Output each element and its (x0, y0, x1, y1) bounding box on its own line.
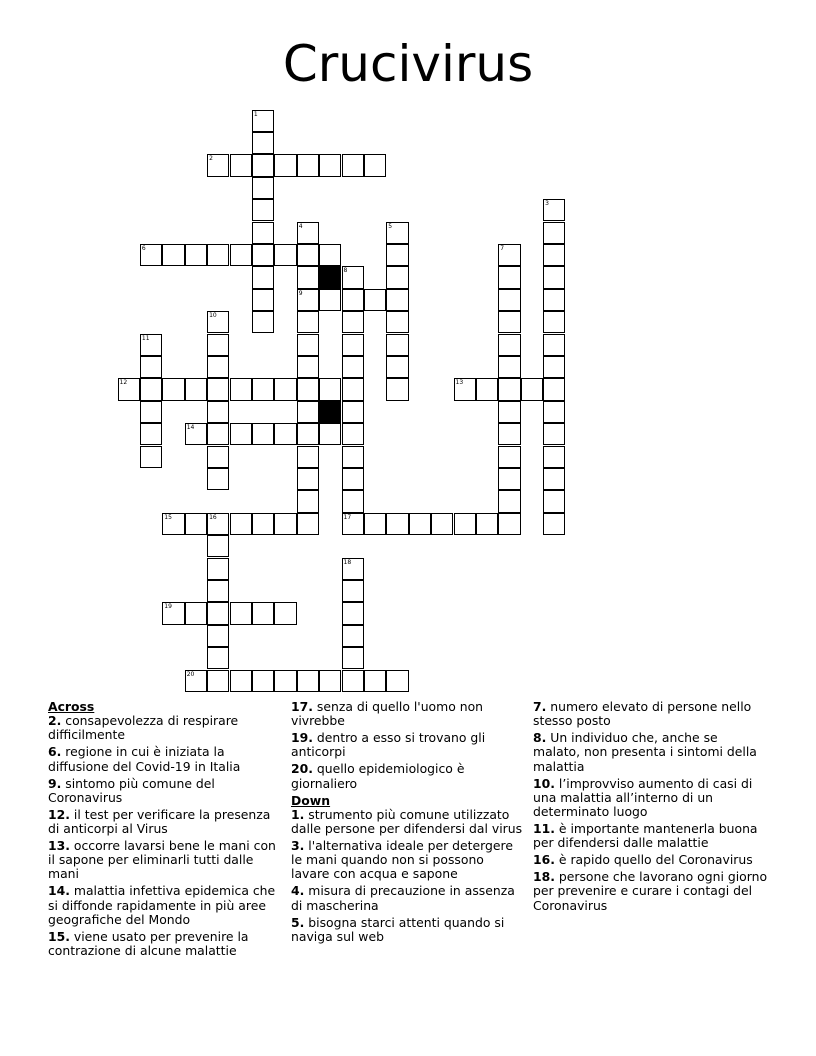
grid-cell[interactable] (274, 378, 296, 400)
grid-cell[interactable] (543, 356, 565, 378)
grid-cell[interactable] (207, 580, 229, 602)
grid-cell[interactable] (274, 154, 296, 176)
clue-number-label: 9. (48, 775, 62, 791)
clue-text: consapevolezza di respirare difficilmente (48, 713, 239, 743)
grid-cell[interactable] (230, 602, 252, 624)
across-clue-list-continued (291, 700, 525, 791)
grid-cell[interactable] (252, 513, 274, 535)
grid-cell[interactable] (342, 558, 364, 580)
clue-text: sintomo più comune del Coronavirus (48, 775, 215, 805)
grid-cell[interactable] (476, 513, 498, 535)
grid-cell[interactable] (207, 154, 229, 176)
clue-number-label: 6. (48, 744, 62, 760)
grid-cell[interactable] (342, 490, 364, 512)
clue-number: 10 (209, 312, 217, 320)
grid-cell[interactable] (207, 670, 229, 692)
grid-cell[interactable] (252, 110, 274, 132)
grid-cell[interactable] (207, 535, 229, 557)
grid-cell[interactable] (386, 266, 408, 288)
grid-cell[interactable] (207, 513, 229, 535)
grid-cell[interactable] (297, 446, 319, 468)
clue-item (291, 916, 525, 944)
grid-cell[interactable] (409, 513, 431, 535)
grid-cell[interactable] (297, 244, 319, 266)
clue-number: 2 (209, 155, 213, 163)
grid-cell[interactable] (185, 670, 207, 692)
grid-cell[interactable] (319, 289, 341, 311)
grid-cell[interactable] (498, 311, 520, 333)
grid-cell[interactable] (230, 244, 252, 266)
grid-cell[interactable] (342, 423, 364, 445)
clue-number: 18 (343, 558, 352, 566)
clue-column-2 (291, 700, 525, 947)
grid-cell[interactable] (297, 289, 319, 311)
clue-item (48, 884, 280, 927)
grid-cell[interactable] (162, 244, 184, 266)
grid-cell[interactable] (498, 289, 520, 311)
grid-cell[interactable] (319, 378, 341, 400)
grid-cell[interactable] (543, 446, 565, 468)
grid-cell[interactable] (498, 490, 520, 512)
grid-cell[interactable] (207, 378, 229, 400)
clue-item (533, 777, 768, 820)
clue-number-label: 7. (533, 699, 547, 714)
grid-cell[interactable] (297, 670, 319, 692)
clue-text: bisogna starci attenti quando si naviga sul web (291, 914, 505, 944)
clue-column-3 (533, 700, 768, 916)
grid-cell[interactable] (297, 334, 319, 356)
grid-cell[interactable] (274, 423, 296, 445)
clue-number-label: 20. (291, 761, 313, 777)
clue-number-label: 12. (48, 806, 70, 822)
clue-item (533, 700, 768, 728)
clue-item (48, 839, 280, 882)
clue-number-label: 3. (291, 838, 305, 854)
clue-item (533, 870, 768, 913)
clue-text: Un individuo che, anche se malato, non presenta i sintomi della malattia (533, 730, 757, 774)
clue-item (291, 700, 525, 728)
grid-cell[interactable] (230, 670, 252, 692)
grid-cell[interactable] (207, 446, 229, 468)
clue-number-label: 11. (533, 821, 555, 837)
grid-cell[interactable] (543, 468, 565, 490)
grid-cell[interactable] (140, 401, 162, 423)
clue-text: persone che lavorano ogni giorno per prevenire e curare i contagi del Coronavirus (533, 869, 768, 913)
grid-cell[interactable] (185, 423, 207, 445)
grid-cell[interactable] (252, 199, 274, 221)
clue-number: 12 (119, 379, 128, 387)
grid-cell[interactable] (498, 513, 520, 535)
grid-cell[interactable] (386, 356, 408, 378)
grid-cell[interactable] (140, 378, 162, 400)
clue-number-label: 1. (291, 806, 305, 822)
grid-cell[interactable] (140, 244, 162, 266)
grid-cell[interactable] (140, 356, 162, 378)
clue-item (48, 808, 280, 836)
grid-cell[interactable] (252, 132, 274, 154)
grid-cell[interactable] (274, 670, 296, 692)
grid-cell[interactable] (386, 670, 408, 692)
clue-text: malattia infettiva epidemica che si diffonde rapidamente in più aree geografiche del Mondo (48, 883, 276, 927)
across-clue-list (48, 714, 280, 958)
grid-cell[interactable] (297, 468, 319, 490)
grid-cell[interactable] (498, 378, 520, 400)
clue-item (291, 839, 525, 882)
clue-number-label: 14. (48, 883, 70, 899)
clue-number-label: 18. (533, 869, 555, 885)
grid-cell[interactable] (207, 311, 229, 333)
clue-text: il test per verificare la presenza di anticorpi al Virus (48, 806, 271, 837)
grid-cell[interactable] (543, 378, 565, 400)
clue-text: è rapido quello del Coronavirus (554, 852, 753, 868)
grid-cell[interactable] (297, 378, 319, 400)
grid-cell[interactable] (252, 244, 274, 266)
clue-text: misura di precauzione in assenza di mascherina (291, 883, 515, 913)
grid-cell[interactable] (252, 602, 274, 624)
grid-cell[interactable] (207, 468, 229, 490)
across-header: Across (48, 699, 95, 714)
grid-cell[interactable] (386, 222, 408, 244)
grid-cell[interactable] (297, 222, 319, 244)
grid-cell[interactable] (252, 670, 274, 692)
grid-cell[interactable] (297, 490, 319, 512)
grid-cell[interactable] (386, 513, 408, 535)
clue-item (533, 822, 768, 850)
grid-cell[interactable] (342, 670, 364, 692)
grid-cell[interactable] (342, 266, 364, 288)
grid-cell[interactable] (543, 334, 565, 356)
grid-cell[interactable] (431, 513, 453, 535)
grid-cell[interactable] (498, 266, 520, 288)
grid-cell[interactable] (543, 244, 565, 266)
grid-cell[interactable] (342, 334, 364, 356)
clue-number: 13 (455, 379, 464, 387)
clue-number-label: 13. (48, 838, 70, 854)
grid-cell[interactable] (162, 513, 184, 535)
grid-cell[interactable] (319, 154, 341, 176)
clue-text: numero elevato di persone nello stesso posto (533, 699, 752, 729)
clue-number: 3 (545, 200, 549, 208)
grid-cell[interactable] (252, 378, 274, 400)
grid-cell[interactable] (207, 558, 229, 580)
grid-cell[interactable] (342, 647, 364, 669)
grid-cell[interactable] (364, 513, 386, 535)
grid-cell[interactable] (185, 378, 207, 400)
clue-text: occorre lavarsi bene le mani con il sapone per eliminarli tutti dalle mani (48, 838, 276, 882)
grid-cell[interactable] (543, 490, 565, 512)
black-square (319, 401, 341, 423)
page-title: Crucivirus (282, 35, 534, 93)
clue-number-label: 10. (533, 775, 555, 791)
grid-cell[interactable] (342, 468, 364, 490)
grid-cell[interactable] (185, 244, 207, 266)
grid-cell[interactable] (252, 222, 274, 244)
grid-cell[interactable] (342, 289, 364, 311)
grid-cell[interactable] (207, 602, 229, 624)
clue-text: l'alternativa ideale per detergere le mani quando non si possono lavare con acqua e sapone (291, 838, 513, 882)
grid-cell[interactable] (207, 625, 229, 647)
grid-cell[interactable] (185, 513, 207, 535)
grid-cell[interactable] (230, 154, 252, 176)
clue-column-1 (48, 700, 280, 961)
black-square (319, 266, 341, 288)
grid-cell[interactable] (252, 423, 274, 445)
clue-item (48, 777, 280, 805)
clue-text: strumento più comune utilizzato dalle persone per difendersi dal virus (291, 806, 523, 837)
grid-cell[interactable] (498, 356, 520, 378)
clue-number: 6 (141, 244, 146, 252)
grid-cell[interactable] (543, 199, 565, 221)
grid-cell[interactable] (543, 513, 565, 535)
grid-cell[interactable] (297, 311, 319, 333)
grid-cell[interactable] (162, 602, 184, 624)
grid-cell[interactable] (140, 446, 162, 468)
grid-cell[interactable] (386, 334, 408, 356)
grid-cell[interactable] (140, 423, 162, 445)
grid-cell[interactable] (185, 602, 207, 624)
grid-cell[interactable] (543, 423, 565, 445)
clue-number-label: 2. (48, 713, 62, 729)
grid-cell[interactable] (364, 154, 386, 176)
grid-cell[interactable] (319, 670, 341, 692)
grid-cell[interactable] (543, 289, 565, 311)
grid-cell[interactable] (342, 602, 364, 624)
clue-number: 11 (141, 334, 150, 342)
clue-item (533, 731, 768, 774)
clue-item (48, 745, 280, 773)
grid-cell[interactable] (230, 423, 252, 445)
grid-cell[interactable] (498, 334, 520, 356)
clue-item (533, 853, 768, 867)
down-clue-list-continued (533, 700, 768, 913)
clue-text: l’improvviso aumento di casi di una malattia all’interno di un determinato luogo (533, 775, 753, 820)
grid-cell[interactable] (207, 423, 229, 445)
grid-cell[interactable] (364, 289, 386, 311)
grid-cell[interactable] (297, 266, 319, 288)
grid-cell[interactable] (342, 580, 364, 602)
clue-number: 1 (253, 110, 258, 118)
grid-cell[interactable] (207, 401, 229, 423)
grid-cell[interactable] (476, 378, 498, 400)
clue-item (291, 762, 525, 790)
grid-cell[interactable] (230, 378, 252, 400)
grid-cell[interactable] (274, 602, 296, 624)
grid-cell[interactable] (297, 401, 319, 423)
grid-cell[interactable] (140, 334, 162, 356)
grid-cell[interactable] (297, 356, 319, 378)
grid-cell[interactable] (207, 356, 229, 378)
clue-number: 20 (186, 670, 195, 678)
clue-number: 15 (164, 513, 172, 521)
grid-cell[interactable] (386, 311, 408, 333)
grid-cell[interactable] (342, 356, 364, 378)
clue-number: 17 (343, 513, 352, 521)
clue-number: 9 (298, 289, 303, 297)
grid-cell[interactable] (342, 625, 364, 647)
clue-text: senza di quello l'uomo non vivrebbe (291, 699, 484, 729)
clue-text: dentro a esso si trovano gli anticorpi (291, 730, 486, 760)
down-clue-list (291, 808, 525, 944)
grid-cell[interactable] (297, 513, 319, 535)
clue-number-label: 16. (533, 852, 555, 868)
grid-cell[interactable] (207, 244, 229, 266)
clue-item (291, 808, 525, 836)
grid-cell[interactable] (207, 647, 229, 669)
grid-cell[interactable] (498, 244, 520, 266)
clue-text: viene usato per prevenire la contrazione di alcune malattie (48, 928, 249, 959)
clue-number-label: 8. (533, 730, 547, 746)
grid-cell[interactable] (454, 513, 476, 535)
grid-cell[interactable] (342, 154, 364, 176)
grid-cell[interactable] (252, 154, 274, 176)
grid-cell[interactable] (521, 378, 543, 400)
grid-cell[interactable] (498, 468, 520, 490)
grid-cell[interactable] (543, 311, 565, 333)
clue-number: 16 (209, 513, 217, 521)
grid-cell[interactable] (342, 401, 364, 423)
grid-cell[interactable] (364, 670, 386, 692)
grid-cell[interactable] (319, 423, 341, 445)
clue-number: 7 (500, 244, 505, 252)
grid-cell[interactable] (297, 423, 319, 445)
grid-cell[interactable] (207, 334, 229, 356)
grid-cell[interactable] (454, 378, 476, 400)
grid-cell[interactable] (386, 244, 408, 266)
grid-cell[interactable] (498, 446, 520, 468)
clue-number-label: 17. (291, 699, 313, 714)
grid-cell[interactable] (252, 177, 274, 199)
clue-number: 5 (388, 222, 393, 230)
grid-cell[interactable] (498, 423, 520, 445)
clue-number: 4 (298, 222, 303, 230)
grid-cell[interactable] (274, 244, 296, 266)
grid-cell[interactable] (118, 378, 140, 400)
clue-number: 19 (164, 603, 172, 611)
clue-number-label: 15. (48, 928, 70, 944)
clue-item (291, 731, 525, 759)
grid-cell[interactable] (342, 311, 364, 333)
grid-cell[interactable] (543, 266, 565, 288)
grid-cell[interactable] (386, 289, 408, 311)
grid-cell[interactable] (252, 289, 274, 311)
down-header: Down (291, 792, 331, 808)
clue-text: è importante mantenerla buona per difendersi dalle malattie (533, 821, 758, 851)
grid-cell[interactable] (319, 244, 341, 266)
grid-cell[interactable] (498, 401, 520, 423)
clue-number: 8 (343, 267, 348, 275)
grid-cell[interactable] (342, 446, 364, 468)
clue-item (48, 930, 280, 958)
clue-text: quello epidemiologico è giornaliero (291, 761, 465, 791)
grid-cell[interactable] (297, 154, 319, 176)
grid-cell[interactable] (543, 401, 565, 423)
clue-item (291, 884, 525, 912)
clue-number-label: 5. (291, 914, 305, 930)
clue-item (48, 714, 280, 742)
grid-cell[interactable] (162, 378, 184, 400)
clue-number-label: 4. (291, 883, 305, 899)
grid-cell[interactable] (274, 513, 296, 535)
clue-number: 14 (186, 424, 195, 432)
grid-cell[interactable] (230, 513, 252, 535)
grid-cell[interactable] (342, 378, 364, 400)
grid-cell[interactable] (386, 378, 408, 400)
grid-cell[interactable] (342, 513, 364, 535)
grid-cell[interactable] (543, 222, 565, 244)
clue-text: regione in cui è iniziata la diffusione del Covid-19 in Italia (48, 744, 241, 774)
grid-cell[interactable] (252, 311, 274, 333)
clue-number-label: 19. (291, 730, 313, 746)
grid-cell[interactable] (252, 266, 274, 288)
